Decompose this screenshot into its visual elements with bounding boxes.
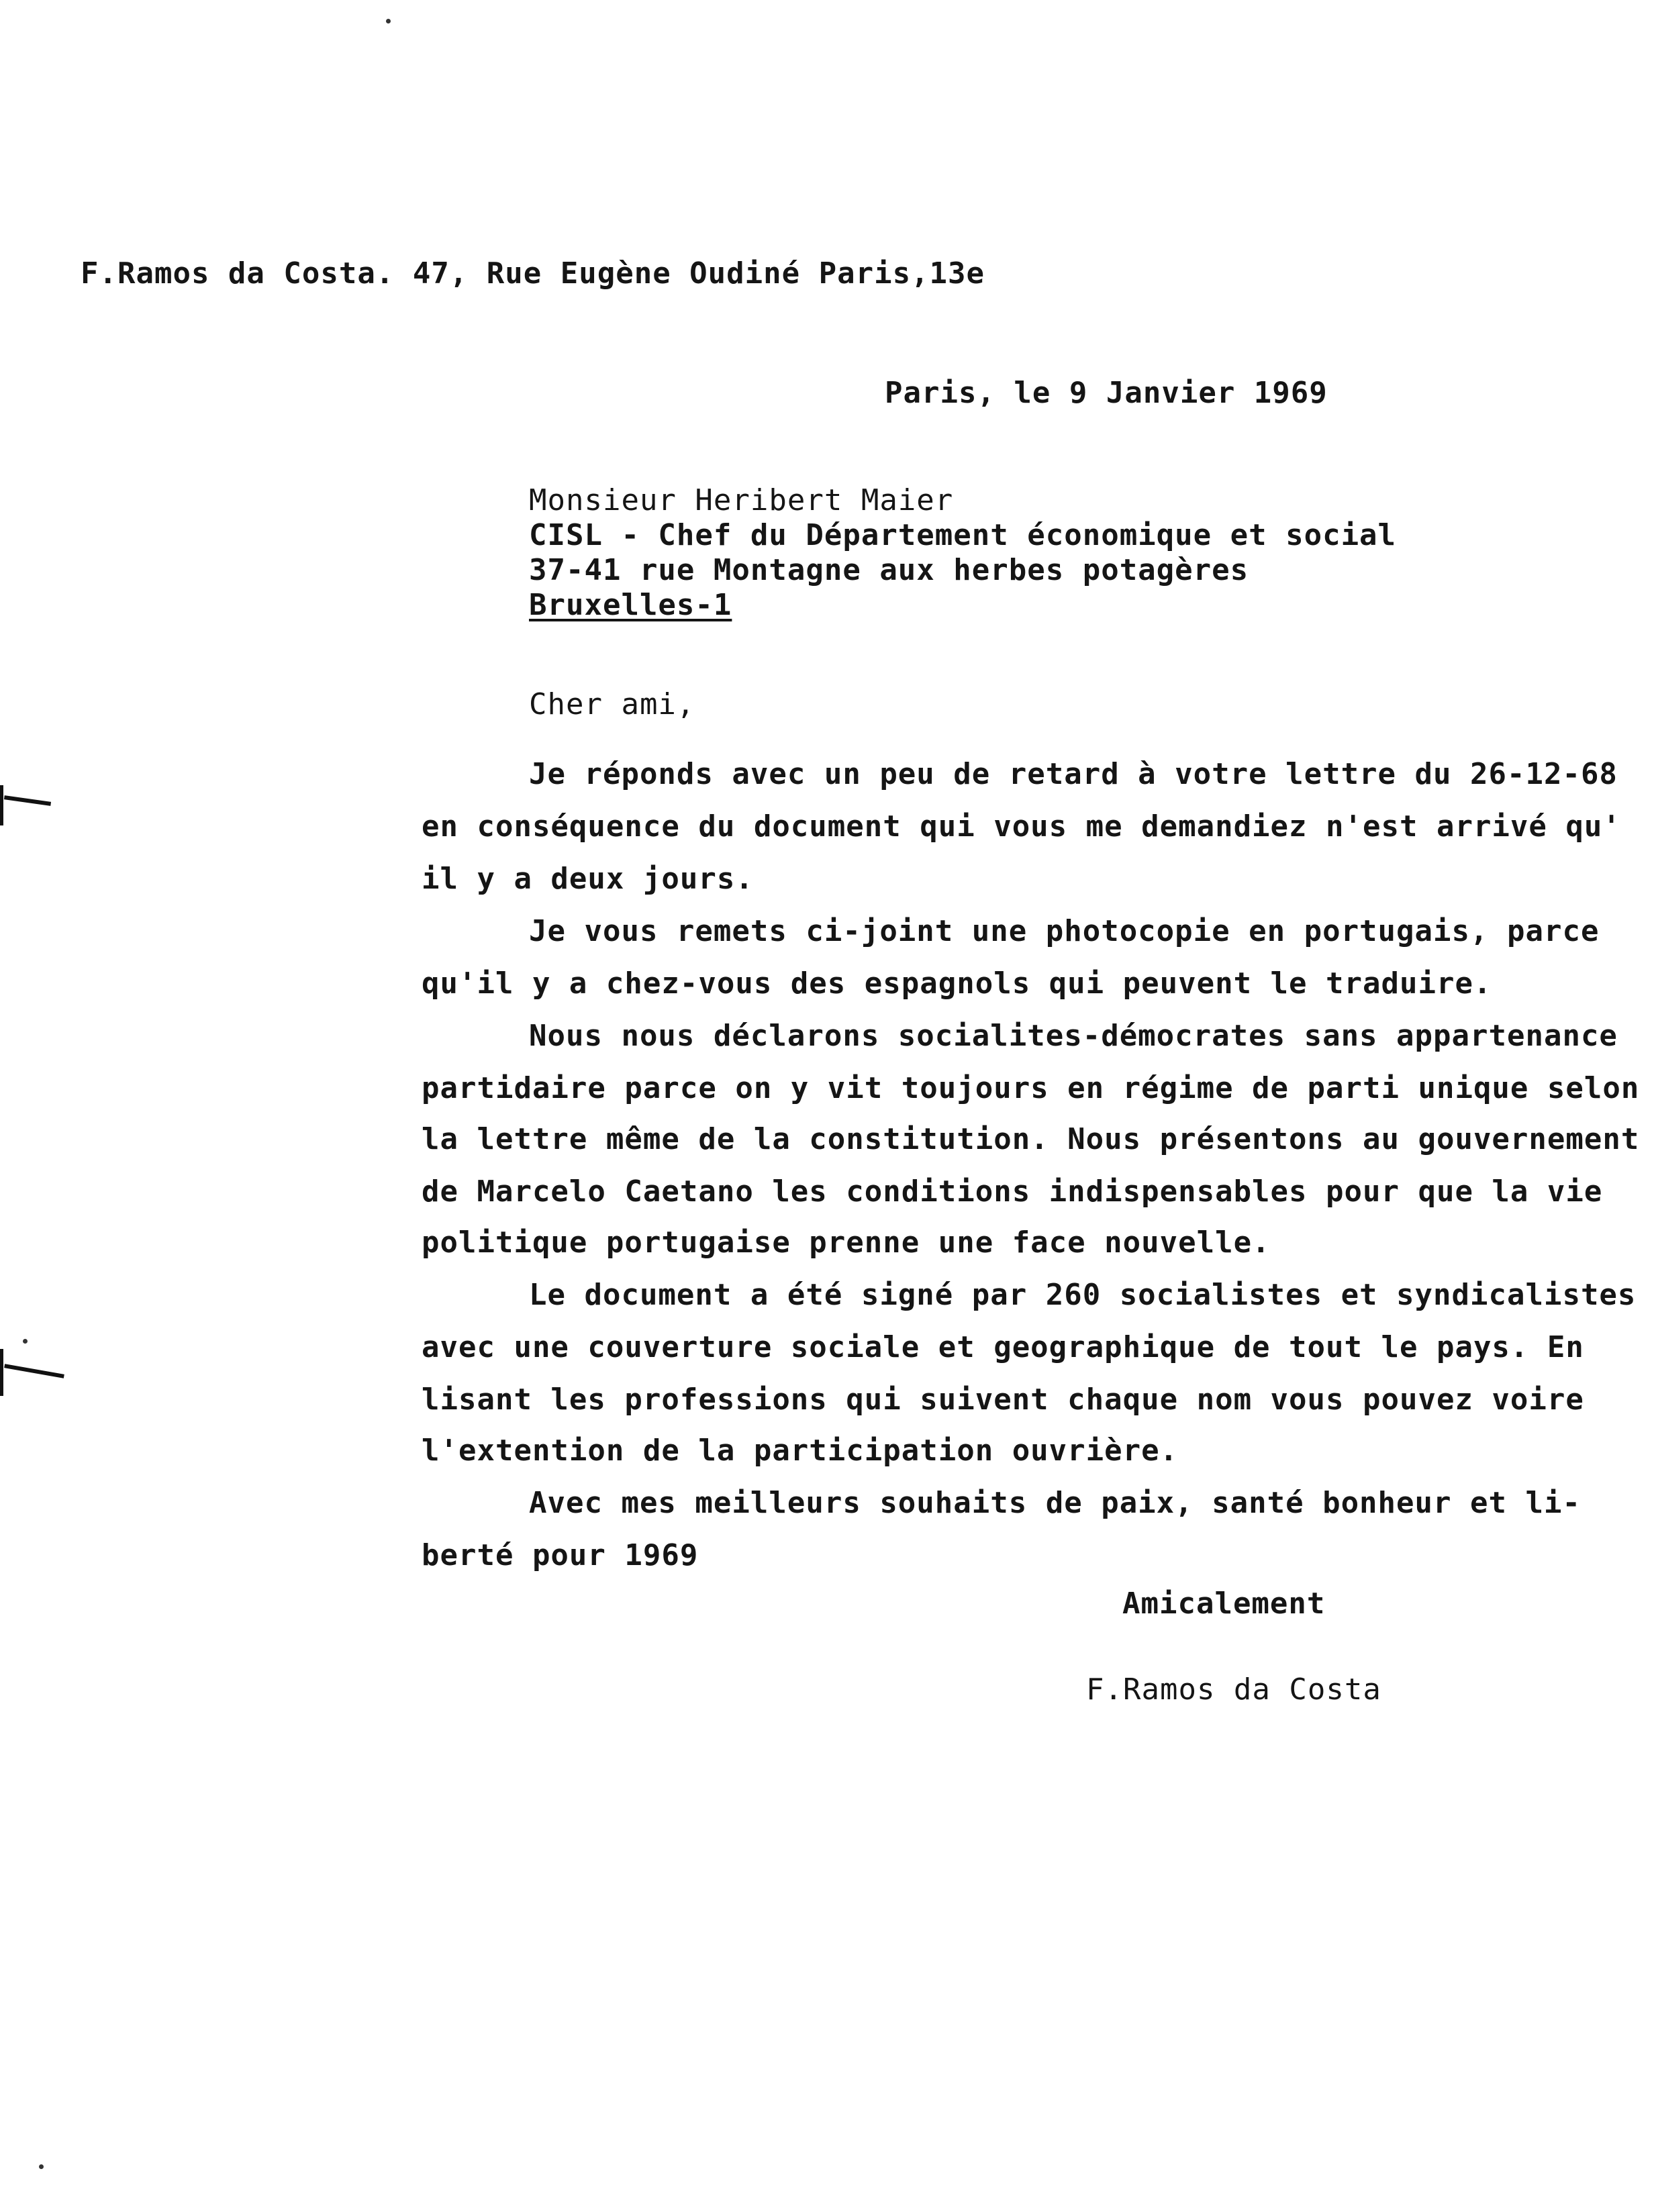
- scan-dot: [23, 1339, 28, 1344]
- body-line: Nous nous déclarons socialites-démocrates sans appartenance: [529, 1019, 1618, 1053]
- body-line: partidaire parce on y vit toujours en régime de parti unique selon: [422, 1071, 1640, 1105]
- body-line: qu'il y a chez-vous des espagnols qui peuvent le traduire.: [422, 966, 1492, 1001]
- body-line: de Marcelo Caetano les conditions indispensables pour que la vie: [422, 1174, 1603, 1209]
- recipient-name: Monsieur Heribert Maier: [529, 483, 954, 517]
- scan-mark-edge-2: [0, 1349, 3, 1396]
- recipient-city: Bruxelles-1: [529, 588, 732, 622]
- scan-mark-top: [4, 795, 51, 806]
- body-line: en conséquence du document qui vous me demandiez n'est arrivé qu': [422, 809, 1621, 844]
- scan-dot: [39, 2164, 44, 2169]
- body-line: Je réponds avec un peu de retard à votre lettre du 26-12-68: [529, 757, 1618, 791]
- body-line: avec une couverture sociale et geographique de tout le pays. En: [422, 1330, 1584, 1364]
- body-line: Avec mes meilleurs souhaits de paix, santé bonheur et li-: [529, 1486, 1581, 1520]
- body-line: lisant les professions qui suivent chaque nom vous pouvez voire: [422, 1382, 1584, 1417]
- scan-mark-edge: [0, 785, 3, 825]
- date-line: Paris, le 9 Janvier 1969: [885, 376, 1328, 410]
- scan-mark-middle: [4, 1364, 64, 1378]
- signature: F.Ramos da Costa: [1086, 1672, 1381, 1707]
- body-line: il y a deux jours.: [422, 862, 754, 896]
- body-line: Le document a été signé par 260 socialistes et syndicalistes: [529, 1278, 1637, 1312]
- closing: Amicalement: [1122, 1587, 1326, 1621]
- body-line: l'extention de la participation ouvrière.: [422, 1434, 1179, 1468]
- recipient-organization: CISL - Chef du Département économique et social: [529, 518, 1397, 552]
- salutation: Cher ami,: [529, 687, 695, 721]
- recipient-street: 37-41 rue Montagne aux herbes potagères: [529, 553, 1249, 587]
- sender-address: F.Ramos da Costa. 47, Rue Eugène Oudiné Paris,13e: [81, 256, 985, 291]
- scan-dot: [386, 19, 391, 23]
- body-line: Je vous remets ci-joint une photocopie en portugais, parce: [529, 914, 1600, 948]
- body-line: berté pour 1969: [422, 1538, 699, 1572]
- body-line: politique portugaise prenne une face nouvelle.: [422, 1225, 1271, 1260]
- body-line: la lettre même de la constitution. Nous présentons au gouvernement: [422, 1122, 1640, 1156]
